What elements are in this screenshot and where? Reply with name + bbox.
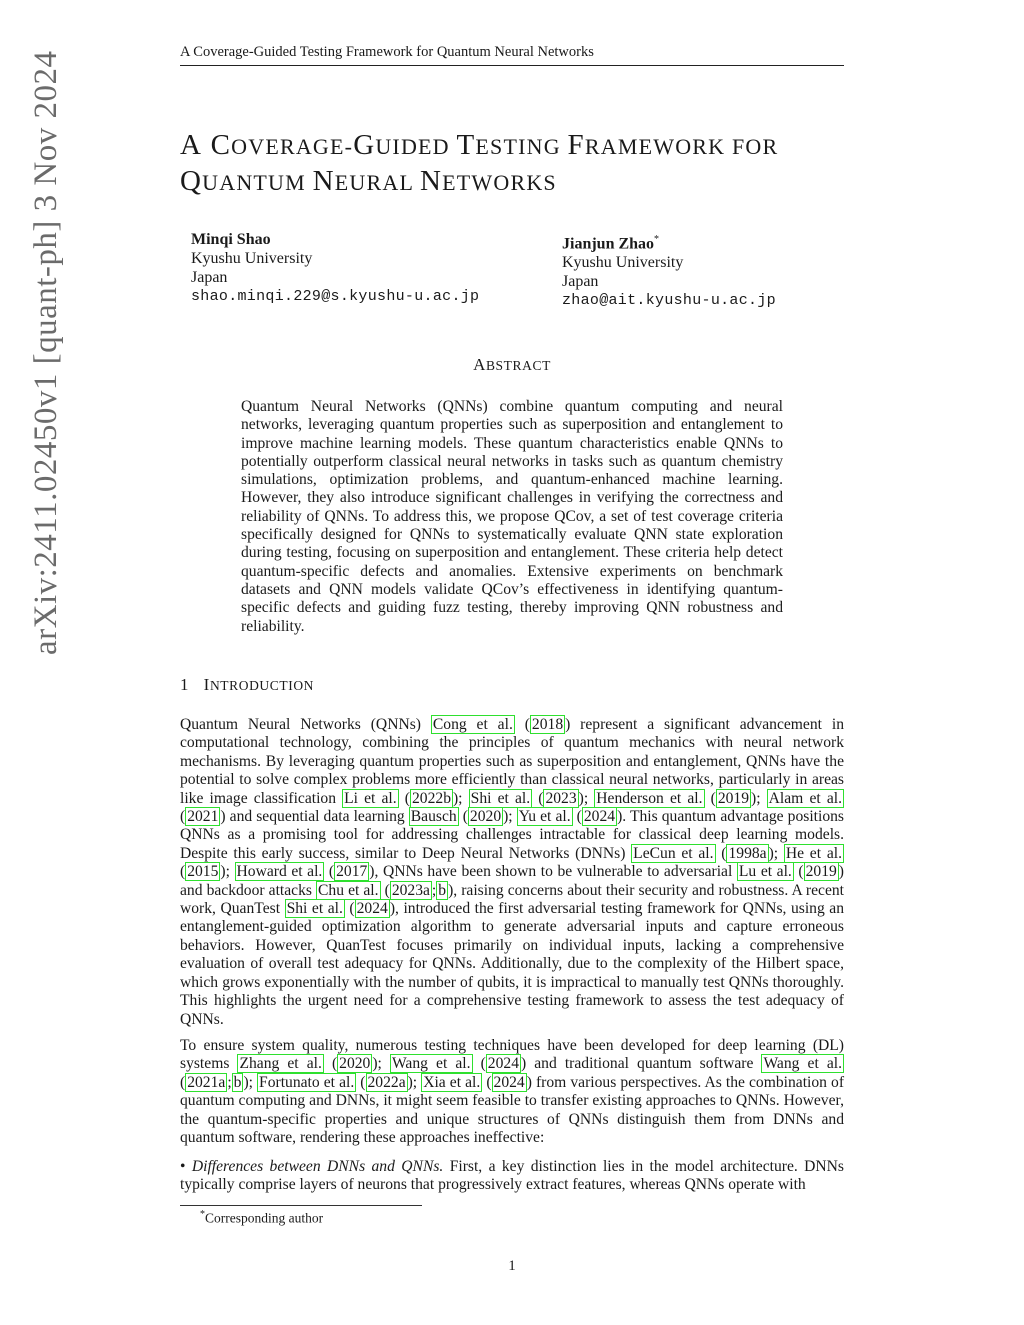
author-block-2	[562, 230, 776, 310]
citation-link[interactable]: 2024	[583, 808, 616, 826]
citation-link[interactable]: 1998a	[728, 844, 767, 862]
citation-link[interactable]: LeCun et al.	[633, 844, 714, 862]
footnote-divider	[180, 1205, 422, 1206]
citation-link[interactable]: 2015	[187, 863, 219, 881]
citation-link[interactable]: 2023a	[391, 881, 430, 899]
section-heading-introduction: 1 INTRODUCTION	[180, 675, 315, 694]
author-name: Jianjun Zhao	[562, 235, 655, 253]
arxiv-side-stamp: arXiv:2411.02450v1 [quant-ph] 3 Nov 2024	[28, 50, 64, 655]
citation-link[interactable]: Fortunato et al.	[259, 1073, 355, 1091]
paper-title	[180, 128, 850, 200]
citation-link[interactable]: Cong et al.	[432, 716, 513, 733]
citation-link[interactable]: 2024	[356, 900, 388, 918]
bullet-icon: •	[180, 1158, 186, 1175]
citation-link[interactable]: 2021	[187, 808, 219, 826]
author-affiliation: Kyushu University	[191, 250, 313, 267]
citation-link[interactable]: 2021a	[187, 1073, 226, 1091]
citation-link[interactable]: Lu et al.	[738, 863, 792, 881]
citation-link[interactable]: Zhang et al.	[239, 1055, 322, 1073]
corresponding-mark[interactable]: *	[654, 234, 660, 245]
citation-link[interactable]: Xia et al.	[423, 1073, 481, 1091]
bullet-label: Differences between DNNs and QNNs.	[191, 1158, 444, 1175]
abstract-heading: ABSTRACT	[473, 355, 551, 374]
author-name: Minqi Shao	[191, 231, 271, 248]
page-number: 1	[508, 1258, 516, 1274]
citation-link[interactable]: Wang et al.	[391, 1055, 471, 1073]
citation-link[interactable]: Chu et al.	[318, 881, 379, 899]
citation-link[interactable]: Wang et al.	[763, 1055, 843, 1073]
citation-link[interactable]: Howard et al.	[236, 863, 323, 881]
author-email[interactable]: shao.minqi.229@s.kyushu-u.ac.jp	[191, 288, 480, 305]
citation-link[interactable]: He et al.	[785, 844, 842, 862]
author-country: Japan	[191, 269, 228, 286]
citation-link[interactable]: 2022a	[367, 1073, 406, 1091]
author-country: Japan	[562, 273, 599, 291]
footnote: *Corresponding author	[200, 1209, 324, 1226]
citation-link[interactable]: 2020	[339, 1055, 371, 1073]
citation-link[interactable]: Shi et al.	[470, 789, 531, 807]
abstract-text: Quantum Neural Networks (QNNs) combine quantum computing and neural networks, leveraging quantum properties such as superposition and entanglement to improve machine learning models. These quantum characteristics enable QNNs to potentially outperform classical neural networks in tasks such as quantum chemistry simulations, optimization problems, and quantum-enhanced machine learning. However, they also introduce significant challenges in verifying the correctness and reliability of QNNs. To address this, we propose QCov, a set of test coverage criteria specifically designed for QNNs to systematically evaluate QNN state exploration during testing, focusing on superposition and entanglement. These criteria help detect quantum-specific defects and anomalies. Extensive experiments on benchmark datasets and QNN models validate QCov’s effectiveness in identifying quantum-specific defects and guiding fuzz testing, thereby improving QNN robustness and reliability.	[241, 398, 783, 635]
citation-link[interactable]: 2024	[487, 1055, 519, 1073]
author-affiliation: Kyushu University	[562, 254, 684, 272]
citation-link[interactable]: Li et al.	[344, 789, 397, 807]
title-line-1: A COVERAGE-GUIDED TESTING FRAMEWORK FOR	[180, 129, 779, 161]
running-header: A Coverage-Guided Testing Framework for Quantum Neural Networks	[180, 44, 844, 66]
citation-link[interactable]: Yu et al.	[518, 808, 571, 826]
citation-link[interactable]: 2019	[717, 789, 750, 807]
title-line-2: QUANTUM NEURAL NETWORKS	[180, 165, 557, 197]
citation-link[interactable]: Shi et al.	[286, 900, 343, 918]
citation-link[interactable]: 2020	[469, 808, 502, 826]
citation-link[interactable]: 2024	[493, 1073, 525, 1091]
author-block-1	[191, 230, 479, 306]
citation-link[interactable]: 2018	[531, 716, 564, 733]
citation-link[interactable]: Henderson et al.	[596, 789, 703, 807]
citation-link[interactable]: 2023	[545, 789, 577, 807]
intro-paragraph-2: To ensure system quality, numerous testing techniques have been developed for deep learning (DL) systems Zhang et al. ( 2020 ); Wang et al. ( 2024 ) and traditional quantum software Wang et al. ( 2021a ; b ); Fortunato et al. ( 2022a ); Xia et al. ( 2024 ) from various perspectives. As the combination of quantum computing and DNNs, it might seem feasible to transfer existing approaches to QNNs. However, the quantum-specific properties and unique structures of QNNs distinguish them from DNNs and quantum software, rendering these approaches ineffective:	[180, 1037, 845, 1147]
intro-paragraph-1: Quantum Neural Networks (QNNs) Cong et al. ( 2018 ) represent a significant advancement in computational technology, combining the principles of quantum mechanics with neural network mechanisms. By leveraging quantum properties such as superposition and entanglement, QNNs have the potential to solve complex problems more efficiently than classical neural networks, particularly in areas like image classification Li et al. ( 2022b ); Shi et al. ( 2023 ); Henderson et al. ( 2019 ); Alam et al. ( 2021 ) and sequential data learning Bausch ( 2020 ); Yu et al. ( 2024 ). This quantum advantage positions QNNs as a promising tool for addressing challenges intractable for classical deep learning models. Despite this early success, similar to Deep Neural Networks (DNNs) LeCun et al. ( 1998a ); He et al. ( 2015 ); Howard et al. ( 2017 ), QNNs have been shown to be vulnerable to adversarial Lu et al. ( 2019 ) and backdoor attacks Chu et al. ( 2023a ; b ), raising concerns about their security and robustness. A recent work, QuanTest Shi et al. ( 2024 ), introduced the first adversarial testing framework for QNNs, using an entanglement-guided optimization algorithm to generate adversarial inputs and capture erroneous behaviors. However, QuanTest focuses primarily on individual inputs, lacking a comprehensive evaluation of overall test adequacy for QNNs. Additionally, due to the complexity of the Hilbert space, which grows exponentially with the number of qubits, it is impractical to manually test QNNs thoroughly. This highlights the urgent need for a comprehensive testing framework to assess the test adequacy of QNNs.	[180, 716, 845, 1028]
citation-link[interactable]: 2019	[805, 863, 837, 881]
citation-link[interactable]: b	[233, 1073, 242, 1091]
citation-link[interactable]: Bausch	[410, 808, 457, 826]
citation-link[interactable]: Alam et al.	[768, 789, 842, 807]
citation-link[interactable]: 2022b	[412, 789, 451, 807]
citation-link[interactable]: b	[438, 881, 447, 899]
author-email[interactable]: zhao@ait.kyushu-u.ac.jp	[562, 292, 776, 310]
citation-link[interactable]: 2017	[336, 863, 368, 881]
intro-paragraph-3: • Differences between DNNs and QNNs. First, a key distinction lies in the model architecture. DNNs typically comprise layers of neurons that progressively extract features, whereas QNNs operate with	[180, 1158, 844, 1194]
